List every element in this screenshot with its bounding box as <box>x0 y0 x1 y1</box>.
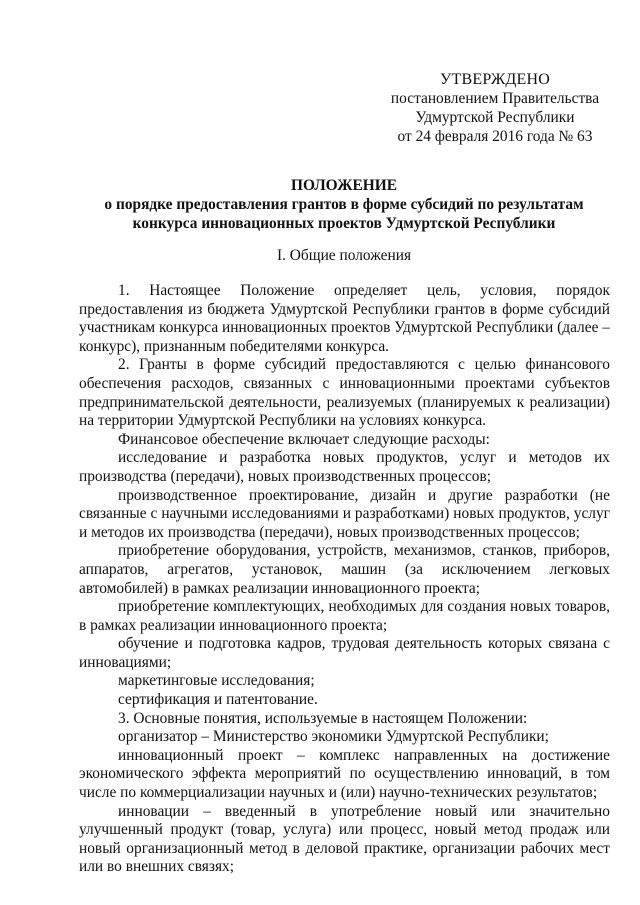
paragraph: производственное проектирование, дизайн и другие разработки (не связанные с научными исследованиями и разработками) новых продуктов, услуг и методов их производства (передачи), новых производственных процессов; <box>79 486 610 541</box>
paragraph: Финансовое обеспечение включает следующие расходы: <box>118 430 490 448</box>
paragraph: приобретение оборудования, устройств, механизмов, станков, приборов, аппаратов, агрегатов, установок, машин (за исключением легковых автомобилей) в рамках реализации инновационного проекта; <box>79 542 610 597</box>
section-heading: I. Общие положения <box>276 247 412 264</box>
paragraph: организатор – Министерство экономики Удмуртской Республики; <box>118 728 549 746</box>
document-title <box>100 176 588 233</box>
paragraph: маркетинговые исследования; <box>118 672 315 690</box>
paragraph: исследование и разработка новых продуктов, услуг и методов их производства (передачи), новых производственных процессов; <box>79 449 610 485</box>
document-body <box>79 282 614 877</box>
paragraph: сертификация и патентование. <box>118 691 318 709</box>
paragraph: 1. Настоящее Положение определяет цель, условия, порядок предоставления из бюджета Удмуртской Республики грантов в форме субсидий участникам конкурса инновационных проектов Удмуртской Республики (далее – конкурс), признанным победителями конкурса. <box>79 282 614 355</box>
title-main: ПОЛОЖЕНИЕ <box>291 177 397 194</box>
title-subtitle-line: конкурса инновационных проектов Удмуртской Республики <box>132 215 556 232</box>
paragraph: приобретение комплектующих, необходимых для создания новых товаров, в рамках реализации инновационного проекта; <box>79 598 610 634</box>
title-subtitle-line: о порядке предоставления грантов в форме субсидий по результатам <box>104 196 584 213</box>
approval-line: постановлением Правительства <box>390 90 600 107</box>
approval-date-line: от 24 февраля 2016 года № 63 <box>397 128 593 145</box>
paragraph: инновационный проект – комплекс направленных на достижение экономического эффекта мероприятий по осуществлению инноваций, в том числе по коммерциализации научных и (или) научно-технических результатов; <box>79 746 610 802</box>
approval-line: Удмуртской Республики <box>415 109 575 126</box>
approval-heading: УТВЕРЖДЕНО <box>439 71 550 88</box>
paragraph: 3. Основные понятия, используемые в настоящем Положении: <box>118 709 528 727</box>
paragraph: обучение и подготовка кадров, трудовая деятельность которых связана с инновациями; <box>79 635 610 671</box>
approval-stamp <box>360 70 630 146</box>
paragraph: 2. Гранты в форме субсидий предоставляются с целью финансового обеспечения расходов, связанных с инновационными проектами субъектов предпринимательской деятельности, реализуемых (планируемых к реализации) на территории Удмуртской Республики на условиях конкурса. <box>79 356 610 430</box>
paragraph: инновации – введенный в употребление новый или значительно улучшенный продукт (товар, услуга) или процесс, новый метод продаж или новый организационный метод в деловой практике, организации рабочих мест или во внешних связях; <box>79 802 610 876</box>
